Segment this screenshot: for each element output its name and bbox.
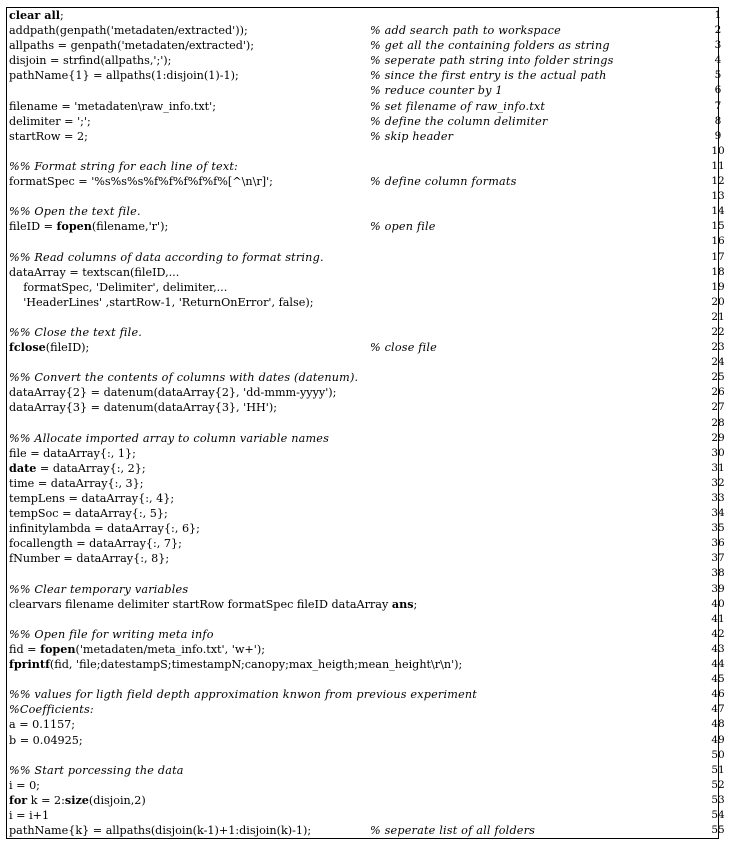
code-text: pathName{1} = allpaths(1:disjoin(1)-1); [9,69,239,83]
line-number: 18 [711,265,725,278]
code-line [9,38,729,53]
code-text: %Coefficients: [9,703,94,717]
code-text: %% Open the text file. [9,205,141,219]
code-text: %% Allocate imported array to column variable names [9,431,330,445]
line-number: 31 [711,461,725,474]
line-number: 15 [711,220,725,233]
line-number: 44 [711,658,725,671]
code-line [9,265,729,280]
code-line [9,717,729,732]
line-number: 46 [711,688,725,701]
code-line [9,325,729,340]
line-number: 33 [711,492,725,504]
line-number: 34 [711,507,725,520]
code-line [9,687,729,702]
code-text: %% Format string for each line of text: [9,159,239,173]
line-number: 8 [714,114,722,127]
code-text: dataArray{2} = datenum(dataArray{2}, 'dd-mmm-yyyy'); [9,386,337,400]
code-text: %% Read columns of data according to format string. [9,250,324,264]
line-number: 3 [714,39,722,52]
code-text: tempSoc = dataArray{:, 5}; [9,507,168,521]
code-line [9,400,729,415]
line-number: 2 [714,24,722,37]
line-number: 12 [711,175,725,188]
code-line [9,431,729,446]
code-line [9,808,729,823]
code-text: focallength = dataArray{:, 7}; [9,537,182,551]
code-line [9,144,729,159]
line-number: 7 [714,99,722,112]
code-comment: % reduce counter by 1 [370,84,503,98]
code-comment: % seperate list of all folders [370,824,536,838]
code-line [9,793,729,808]
code-line [9,461,729,476]
code-text: filename = 'metadaten\raw_info.txt'; [9,99,216,113]
line-number: 5 [714,69,722,82]
line-number: 51 [711,763,725,776]
code-text: dataArray = textscan(fileID,... [9,265,180,279]
line-number: 26 [711,386,725,399]
code-line [9,582,729,597]
code-line [9,385,729,400]
code-comment: % add search path to workspace [370,24,561,38]
code-text: %% Clear temporary variables [9,582,189,596]
line-number: 36 [711,537,725,550]
line-number: 39 [711,582,725,595]
code-text: clearvars filename delimiter startRow formatSpec fileID dataArray ans; [9,596,418,611]
code-line [9,280,729,295]
code-text: fileID = fopen(filename,'r'); [9,219,169,234]
code-text: formatSpec, 'Delimiter', delimiter,... [9,280,228,294]
code-line [9,189,729,204]
code-line [9,204,729,219]
code-text: formatSpec = '%s%s%s%f%f%f%f%f%[^\n\r]'; [9,175,273,189]
code-text: %% Convert the contents of columns with dates (datenum). [9,371,359,385]
code-line [9,114,729,129]
code-line [9,23,729,38]
code-text: fprintf(fid, 'file;datestampS;timestampN;canopy;max_heigth;mean_height\r\n'); [9,657,463,672]
code-text: startRow = 2; [9,129,88,143]
code-comment: % seperate path string into folder strings [370,54,614,68]
line-number: 16 [711,235,725,248]
line-number: 35 [711,522,725,535]
line-number: 14 [711,205,725,218]
code-text: clear all; [9,8,64,22]
code-line [9,642,729,657]
code-comment: % close file [370,341,438,355]
line-number: 43 [711,642,725,655]
code-line [9,823,729,838]
code-text: fclose(fileID); [9,340,90,355]
code-comment: % define column formats [370,175,517,189]
code-line [9,219,729,234]
line-number: 9 [714,129,722,142]
code-line [9,174,729,189]
code-comment: % define the column delimiter [370,114,548,128]
code-text: infinitylambda = dataArray{:, 6}; [9,522,200,536]
line-number: 55 [711,824,725,837]
code-line [9,159,729,174]
line-number: 21 [711,310,725,323]
line-number: 10 [711,144,725,157]
code-text: pathName{k} = allpaths(disjoin(k-1)+1:disjoin(k)-1); [9,824,312,838]
line-number: 28 [711,416,725,429]
code-text: time = dataArray{:, 3}; [9,476,144,490]
line-number: 6 [714,84,722,97]
line-number: 1 [714,9,722,21]
line-number: 24 [711,356,725,369]
code-text: a = 0.1157; [9,718,76,732]
code-line [9,612,729,627]
code-line [9,355,729,370]
code-text: 'HeaderLines' ,startRow-1, 'ReturnOnError', false); [9,295,314,309]
code-text: i = 0; [9,778,40,792]
code-text: file = dataArray{:, 1}; [9,446,136,460]
line-number: 4 [714,54,722,67]
code-line [9,491,729,506]
code-line [9,763,729,778]
code-listing [9,8,729,838]
code-line [9,733,729,748]
code-line [9,310,729,325]
line-number: 48 [711,718,725,731]
code-line [9,627,729,642]
code-text: addpath(genpath('metadaten/extracted')); [9,24,248,38]
code-text: delimiter = ';'; [9,114,91,128]
code-comment: % set filename of raw_info.txt [370,99,546,113]
code-text: date = dataArray{:, 2}; [9,460,146,475]
code-comment: % open file [370,220,436,234]
line-number: 22 [711,325,725,338]
code-line [9,53,729,68]
code-line [9,521,729,536]
line-number: 23 [711,341,725,354]
code-line [9,416,729,431]
line-number: 11 [711,159,725,172]
code-line [9,748,729,763]
code-comment: % since the first entry is the actual path [370,69,607,83]
code-line [9,234,729,249]
line-number: 37 [711,552,725,565]
code-comment: % get all the containing folders as string [370,39,610,53]
line-number: 30 [711,446,725,459]
line-number: 49 [711,733,725,746]
line-number: 29 [711,431,725,444]
code-line [9,566,729,581]
line-number: 17 [711,250,725,263]
code-line [9,506,729,521]
line-number: 19 [711,280,725,293]
code-line [9,551,729,566]
code-text: tempLens = dataArray{:, 4}; [9,492,175,505]
line-number: 20 [711,295,725,308]
code-line [9,8,729,23]
line-number: 27 [711,401,725,414]
code-line [9,597,729,612]
code-line [9,476,729,491]
code-line [9,702,729,717]
code-text: fid = fopen('metadaten/meta_info.txt', 'w+'); [9,641,265,656]
code-text: b = 0.04925; [9,733,83,747]
line-number: 41 [711,612,725,625]
line-number: 13 [711,190,725,203]
code-text: for k = 2:size(disjoin,2) [9,792,146,807]
line-number: 32 [711,476,725,489]
code-line [9,340,729,355]
line-number: 54 [711,808,725,821]
code-text: %% values for ligth field depth approximation knwon from previous experiment [9,688,477,702]
code-line [9,657,729,672]
code-text: disjoin = strfind(allpaths,';'); [9,54,172,68]
code-text: %% Close the text file. [9,325,143,339]
code-line [9,83,729,98]
code-text: %% Open file for writing meta info [9,627,214,641]
code-text: fNumber = dataArray{:, 8}; [9,552,170,566]
code-text: i = i+1 [9,808,50,822]
line-number: 40 [711,597,725,610]
code-line [9,370,729,385]
code-line [9,536,729,551]
code-line [9,250,729,265]
code-line [9,99,729,114]
line-number: 25 [711,371,725,384]
line-number: 47 [711,703,725,716]
line-number: 38 [711,567,725,580]
code-text: %% Start porcessing the data [9,763,184,777]
line-number: 53 [711,793,725,806]
code-text: dataArray{3} = datenum(dataArray{3}, 'HH'); [9,401,277,415]
code-line [9,68,729,83]
line-number: 42 [711,627,725,640]
code-line [9,672,729,687]
code-line [9,295,729,310]
line-number: 52 [711,778,725,791]
line-number: 50 [711,748,725,761]
code-line [9,446,729,461]
code-text: allpaths = genpath('metadaten/extracted'); [9,39,255,53]
code-line [9,129,729,144]
line-number: 45 [711,673,725,686]
code-line [9,778,729,793]
code-comment: % skip header [370,129,454,143]
